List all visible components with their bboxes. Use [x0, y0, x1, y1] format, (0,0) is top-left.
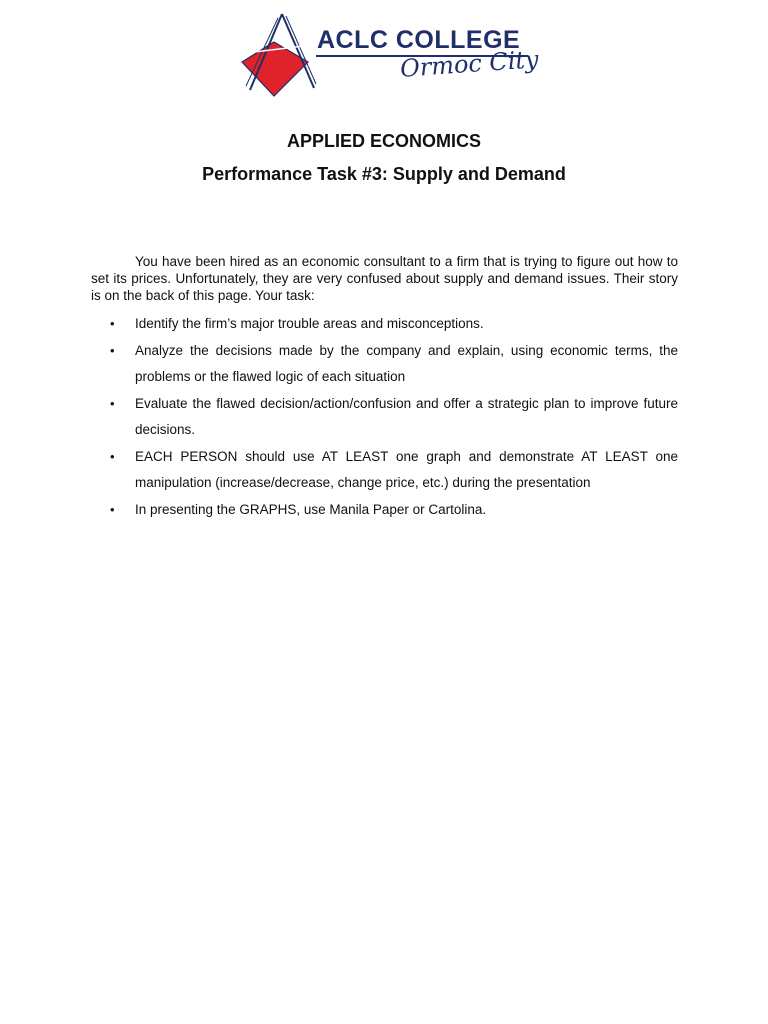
college-name: ACLC COLLEGE — [317, 26, 521, 54]
task-text: In presenting the GRAPHS, use Manila Paper or Cartolina. — [135, 502, 487, 517]
task-text: Evaluate the flawed decision/action/confusion and offer a strategic plan to improve future decisions. — [135, 396, 678, 437]
task-item — [91, 338, 678, 390]
college-emblem-icon — [240, 12, 318, 98]
intro-paragraph: You have been hired as an economic consultant to a firm that is trying to figure out how to set its prices. Unfortunately, they are very confused about supply and demand issues. Their story is on the back of this page. Your task: — [91, 254, 678, 303]
task-list — [91, 311, 678, 524]
bullet-icon: • — [110, 396, 115, 411]
college-location: Ormoc City — [399, 45, 540, 83]
task-text: Analyze the decisions made by the company and explain, using economic terms, the problems or the flawed logic of each situation — [135, 343, 678, 384]
task-item — [91, 391, 678, 443]
document-title: APPLIED ECONOMICS — [286, 131, 482, 151]
bullet-icon: • — [110, 502, 115, 517]
document-subtitle: Performance Task #3: Supply and Demand — [202, 164, 566, 184]
bullet-icon: • — [110, 343, 115, 358]
task-text: Identify the firm’s major trouble areas and misconceptions. — [135, 316, 484, 331]
task-text: EACH PERSON should use AT LEAST one graph and demonstrate AT LEAST one manipulation (increase/decrease, change price, etc.) during the presentation — [135, 449, 678, 490]
task-item — [91, 444, 678, 496]
bullet-icon: • — [110, 316, 115, 331]
task-item — [91, 311, 678, 337]
college-logo — [240, 12, 540, 100]
task-item — [91, 497, 678, 523]
bullet-icon: • — [110, 449, 115, 464]
